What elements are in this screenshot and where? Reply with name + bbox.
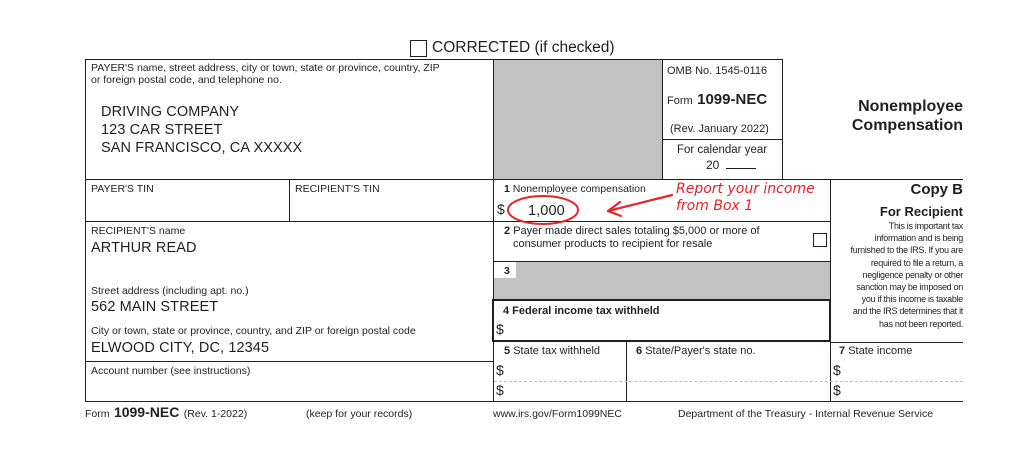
divider <box>493 59 494 402</box>
notice-line: and the IRS determines that it <box>852 306 963 317</box>
form-border-bottom <box>85 401 963 402</box>
omb-number: OMB No. 1545-0116 <box>667 65 768 77</box>
box-7-number: 7 <box>839 345 846 357</box>
box-5-currency-2: $ <box>496 382 504 398</box>
box-6-title: State/Payer's state no. <box>645 345 756 357</box>
divider <box>662 139 782 140</box>
box-6-number: 6 <box>636 345 643 357</box>
payer-name: DRIVING COMPANY <box>101 104 240 120</box>
payer-label-cont: or foreign postal code, and telephone no. <box>91 74 282 86</box>
annotation-text <box>676 181 815 215</box>
box-3-number: 3 <box>504 265 510 277</box>
dashed-separator <box>494 381 963 382</box>
payer-label: PAYER'S name, street address, city or town, state or province, country, ZIP <box>91 62 440 74</box>
box-1-number: 1 <box>504 183 510 195</box>
recipient-name-label: RECIPIENT'S name <box>91 225 186 237</box>
payer-city: SAN FRANCISCO, CA XXXXX <box>101 140 303 156</box>
box-1-currency: $ <box>497 201 505 217</box>
payer-tin-field[interactable] <box>86 196 288 220</box>
calendar-year-prefix: 20 <box>706 158 720 172</box>
box-5-currency-1: $ <box>496 362 504 378</box>
divider <box>626 342 627 402</box>
box-5-label <box>504 345 600 357</box>
notice-line: furnished to the IRS. If you are <box>850 245 963 256</box>
recipient-street[interactable]: 562 MAIN STREET <box>91 299 219 315</box>
footer-keep: (keep for your records) <box>306 408 413 420</box>
notice-line: This is important tax <box>888 221 963 231</box>
notice-line: required to file a return, a <box>870 257 963 268</box>
box-7-title: State income <box>848 345 913 357</box>
notice-line: sanction may be imposed on <box>856 282 963 293</box>
divider <box>85 221 830 222</box>
form-title <box>667 91 767 109</box>
annotation-line1: Report your income <box>676 181 815 197</box>
recipient-city[interactable]: ELWOOD CITY, DC, 12345 <box>91 340 270 356</box>
corrected-checkbox[interactable] <box>410 40 427 57</box>
recipient-name[interactable]: ARTHUR READ <box>91 240 197 256</box>
box-2-label-cont: consumer products to recipient for resale <box>513 238 713 250</box>
form-prefix: Form <box>667 95 693 107</box>
box-7-label <box>839 345 912 357</box>
footer-revision: (Rev. 1-2022) <box>183 408 248 420</box>
payer-tin-label: PAYER'S TIN <box>91 183 154 195</box>
divider <box>85 179 963 180</box>
copy-b-notice <box>832 220 963 330</box>
footer-form <box>85 404 247 422</box>
box-5-number: 5 <box>504 345 511 357</box>
box-7-currency-1: $ <box>833 362 841 378</box>
calendar-year-blank[interactable] <box>726 158 756 169</box>
divider <box>662 59 663 179</box>
footer-url[interactable]: www.irs.gov/Form1099NEC <box>493 408 622 420</box>
calendar-year <box>706 158 756 172</box>
box-6-label <box>636 345 756 357</box>
calendar-label: For calendar year <box>676 144 768 156</box>
divider <box>782 59 783 179</box>
box-1-value[interactable]: 1,000 <box>528 203 565 219</box>
annotation-arrow-icon <box>600 190 675 220</box>
recipient-street-label: Street address (including apt. no.) <box>91 285 249 297</box>
form-border-left <box>85 59 86 402</box>
box-2-title: Payer made direct sales totaling $5,000 or more of <box>513 225 760 237</box>
form-heading-line2: Compensation <box>851 117 963 134</box>
box-4-currency: $ <box>496 321 504 337</box>
shaded-box-top <box>494 60 662 179</box>
box-5-title: State tax withheld <box>513 345 601 357</box>
account-number-label: Account number (see instructions) <box>91 365 251 377</box>
copy-b-title: Copy B <box>910 181 963 198</box>
form-name: 1099-NEC <box>697 91 768 108</box>
footer-form-name: 1099-NEC <box>113 404 180 420</box>
annotation-circle-icon <box>505 193 585 227</box>
recipient-city-label: City or town, state or province, country, and ZIP or foreign postal code <box>91 325 416 337</box>
shaded-box-3 <box>494 262 830 300</box>
annotation-line2: from Box 1 <box>676 198 754 214</box>
box-2-checkbox[interactable] <box>813 233 827 247</box>
account-number-field[interactable] <box>86 378 492 400</box>
divider <box>830 342 963 343</box>
footer-dept: Department of the Treasury - Internal Revenue Service <box>678 408 934 420</box>
notice-line: you if this income is taxable <box>861 294 963 305</box>
notice-line: negligence penalty or other <box>862 269 963 280</box>
notice-line: has not been reported. <box>879 318 963 329</box>
form-revision: (Rev. January 2022) <box>670 123 769 135</box>
recipient-tin-label: RECIPIENT'S TIN <box>295 183 380 195</box>
form-heading <box>790 97 963 135</box>
corrected-label: CORRECTED (if checked) <box>432 39 615 56</box>
box-4-label: 4 Federal income tax withheld <box>503 305 660 317</box>
divider <box>85 361 493 362</box>
box-7-currency-2: $ <box>833 382 841 398</box>
form-heading-line1: Nonemployee <box>858 98 963 115</box>
box-4-field[interactable] <box>510 320 820 338</box>
payer-street: 123 CAR STREET <box>101 122 223 138</box>
copy-b-subtitle: For Recipient <box>879 204 963 219</box>
footer-form-prefix: Form <box>85 408 110 420</box>
form-border-top <box>85 59 783 60</box>
divider <box>830 179 831 402</box>
box-1-title: Nonemployee compensation <box>512 183 646 195</box>
notice-line: information and is being <box>874 233 963 244</box>
recipient-tin-field[interactable] <box>290 196 492 220</box>
box-2-number: 2 <box>504 225 511 237</box>
